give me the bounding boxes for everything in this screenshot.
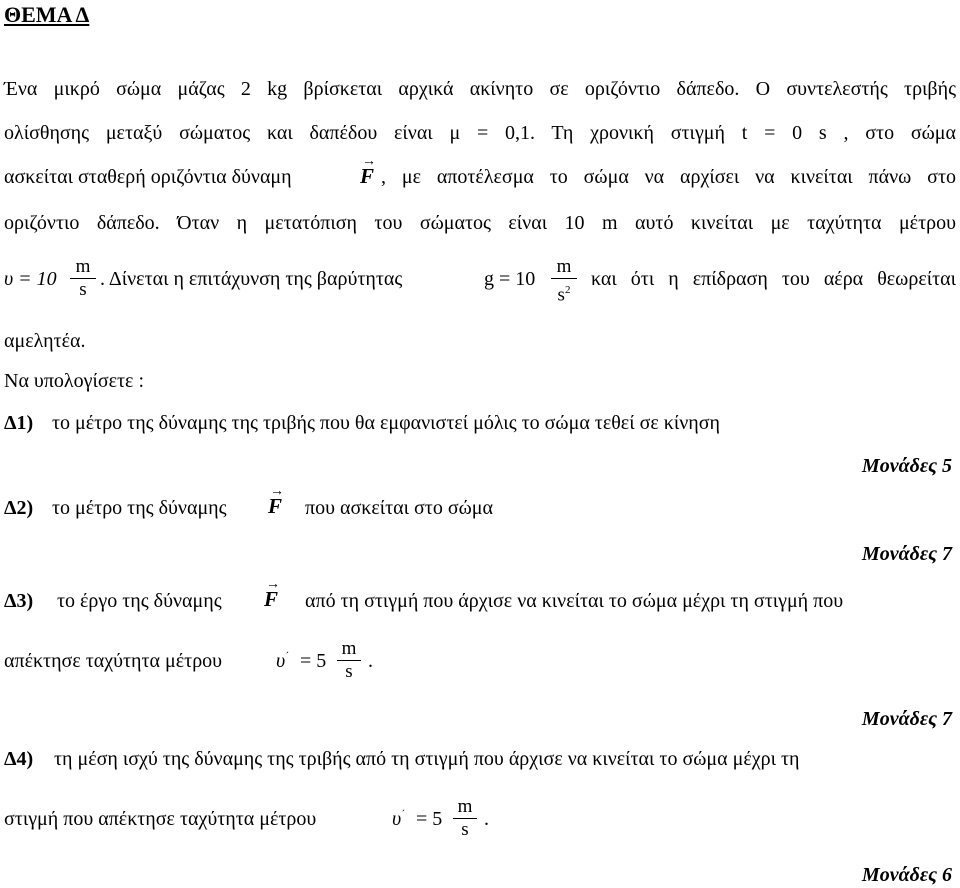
force-vector-icon: → F <box>360 154 376 188</box>
force-vector-icon: → F <box>268 484 284 518</box>
question-d3-marks: Μονάδες 7 <box>861 708 952 730</box>
question-d4-unit-fraction: m s <box>453 797 477 840</box>
question-d1-label: Δ1) <box>4 412 34 434</box>
page-title: ΘΕΜΑ Δ <box>4 2 90 27</box>
prompt-text: Να υπολογίσετε : <box>4 370 145 392</box>
intro-line-2: ολίσθησης μεταξύ σώματος και δαπέδου είναι μ = 0,1. Τη χρονική στιγμή t = 0 s , στο σώμα <box>4 122 956 144</box>
intro-line-4: οριζόντιο δάπεδο. Όταν η μετατόπιση του σώματος είναι 10 m αυτό κινείται με ταχύτητα μέτρου <box>4 212 956 234</box>
question-d4-label: Δ4) <box>4 748 34 770</box>
question-d2-label: Δ2) <box>4 497 34 519</box>
question-d3-text-b: από τη στιγμή που άρχισε να κινείται το σώμα μέχρι τη στιγμή που <box>305 590 844 612</box>
gravity-expression: g = 10 <box>484 268 536 290</box>
question-d3-unit-fraction: m s <box>337 639 361 682</box>
question-d4-line2: στιγμή που απέκτησε ταχύτητα μέτρου <box>4 808 317 830</box>
intro-line-1: Ένα μικρό σώμα μάζας 2 kg βρίσκεται αρχικά ακίνητο σε οριζόντιο δάπεδο. Ο συντελεστής τριβής <box>4 78 956 100</box>
question-d4-marks: Μονάδες 6 <box>861 864 952 886</box>
question-d3-line2: απέκτησε ταχύτητα μέτρου <box>4 650 223 672</box>
question-d3-velocity-symbol: υ΄ <box>276 650 289 672</box>
intro-line-5b: και ότι η επίδραση του αέρα θεωρείται <box>591 268 956 290</box>
question-d4-velocity-symbol: υ΄ <box>392 808 405 830</box>
velocity-expression: υ = 10 <box>4 268 57 290</box>
intro-line-3b: , με αποτέλεσμα το σώμα να αρχίσει να κινείται πάνω στο <box>381 166 956 188</box>
question-d3-velocity-value: = 5 <box>300 650 327 672</box>
question-d1-text: το μέτρο της δύναμης της τριβής που θα εμφανιστεί μόλις το σώμα τεθεί σε κίνηση <box>52 412 720 434</box>
intro-line-5a: . Δίνεται η επιτάχυνση της βαρύτητας <box>100 268 403 290</box>
gravity-unit-fraction: m $s^2$ <box>551 257 577 305</box>
question-d1-marks: Μονάδες 5 <box>861 455 952 477</box>
intro-line-6: αμελητέα. <box>4 330 86 352</box>
velocity-unit-fraction: m s <box>70 257 96 300</box>
question-d4-text: τη μέση ισχύ της δύναμης της τριβής από τη στιγμή που άρχισε να κινείται το σώμα μέχρι τη <box>54 748 800 770</box>
question-d4-end: . <box>484 808 489 830</box>
question-d2-text-a: το μέτρο της δύναμης <box>52 497 227 519</box>
question-d2-text-b: που ασκείται στο σώμα <box>305 497 493 519</box>
force-vector-icon: → F <box>264 577 280 611</box>
question-d3-text-a: το έργο της δύναμης <box>57 590 222 612</box>
question-d3-label: Δ3) <box>4 590 34 612</box>
question-d3-end: . <box>368 650 373 672</box>
question-d2-marks: Μονάδες 7 <box>861 543 952 565</box>
intro-line-3a: ασκείται σταθερή οριζόντια δύναμη <box>4 166 292 188</box>
question-d4-velocity-value: = 5 <box>416 808 443 830</box>
